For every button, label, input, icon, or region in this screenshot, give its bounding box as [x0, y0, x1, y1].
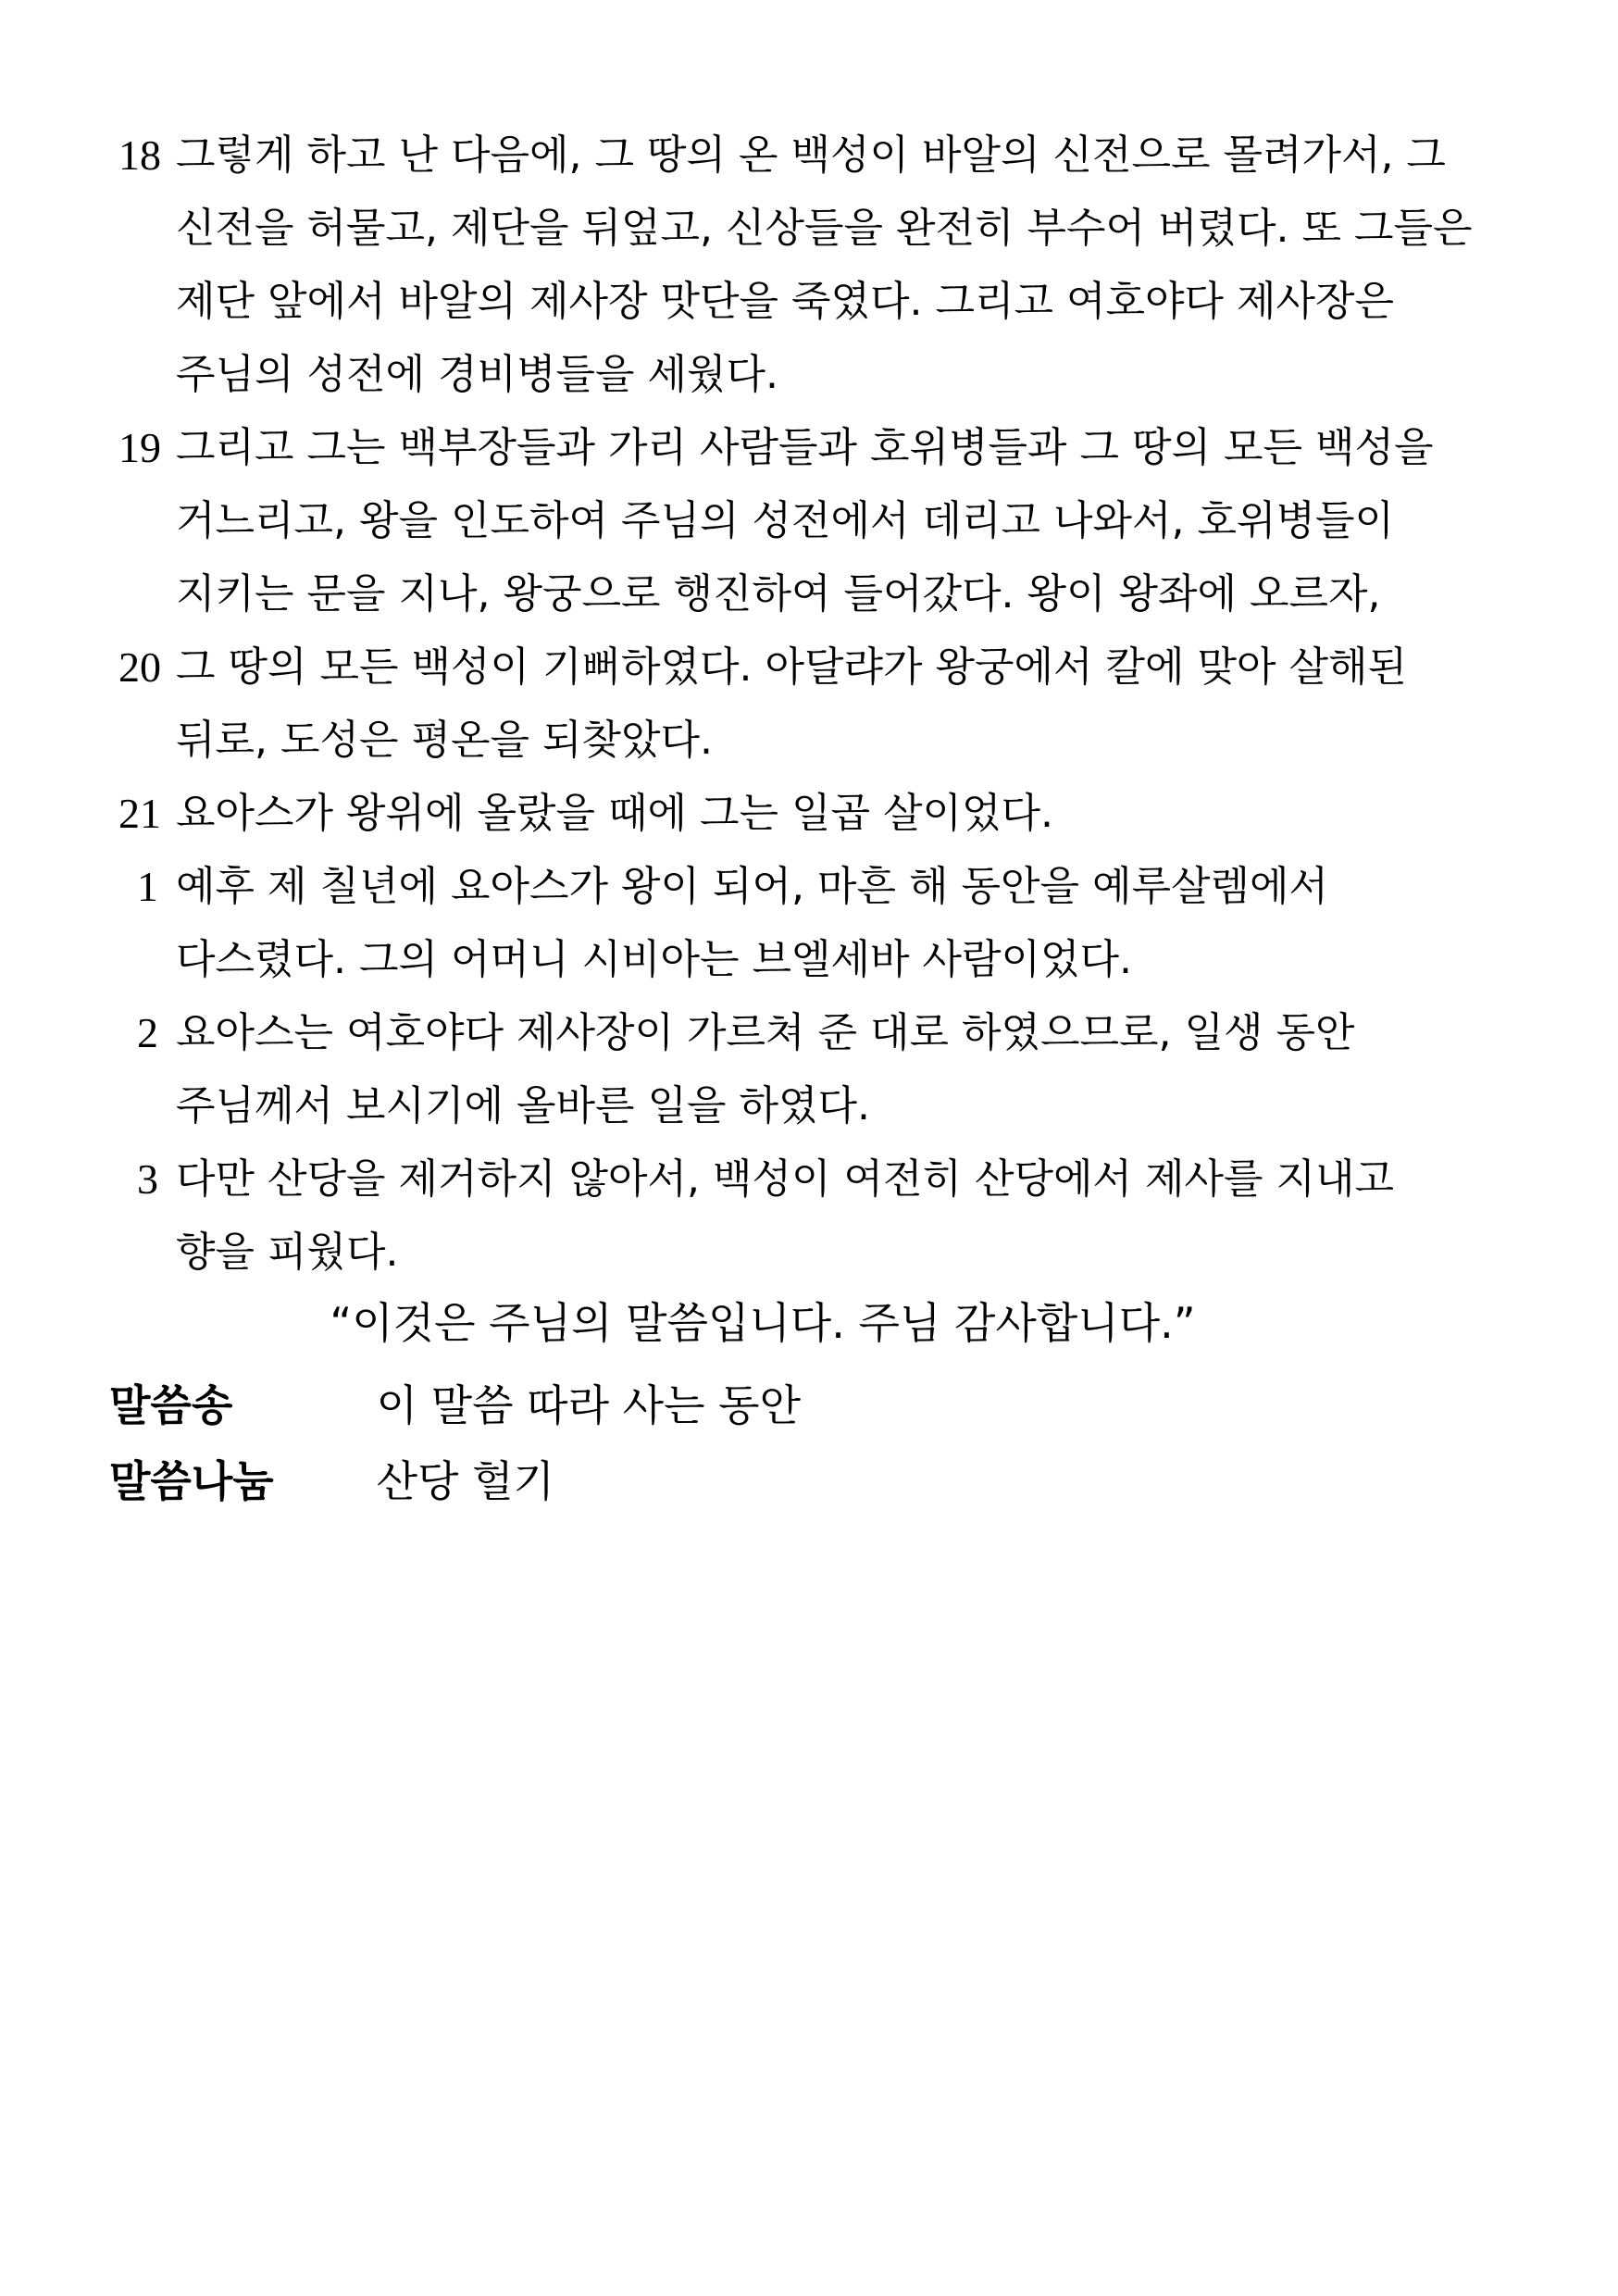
- verse-line: 뒤로, 도성은 평온을 되찾았다.: [176, 717, 713, 764]
- song-label: 말씀송: [109, 1381, 233, 1429]
- verse-number: 1: [137, 863, 158, 910]
- verse-number: 20: [118, 643, 161, 691]
- verse-3: [118, 1142, 1525, 1289]
- verse-line: 예후 제 칠년에 요아스가 왕이 되어, 마흔 해 동안을 예루살렘에서: [176, 863, 1328, 910]
- verse-line: 주님의 성전에 경비병들을 세웠다.: [176, 351, 778, 398]
- verse-line: 지키는 문을 지나, 왕궁으로 행진하여 들어갔다. 왕이 왕좌에 오르자,: [176, 570, 1381, 618]
- verse-line: 요아스는 여호야다 제사장이 가르쳐 준 대로 하였으므로, 일생 동안: [176, 1009, 1355, 1056]
- verse-21: [118, 777, 1525, 850]
- verse-line: 거느리고, 왕을 인도하여 주님의 성전에서 데리고 나와서, 호위병들이: [176, 497, 1394, 544]
- closing-acclamation: “이것은 주님의 말씀입니다. 주님 감사합니다.”: [330, 1298, 1196, 1348]
- verse-line: 향을 피웠다.: [176, 1229, 399, 1276]
- verse-line: 제단 앞에서 바알의 제사장 맛단을 죽였다. 그리고 여호야다 제사장은: [176, 278, 1394, 325]
- verse-number: 19: [118, 424, 161, 471]
- verse-line: 그리고 그는 백부장들과 가리 사람들과 호위병들과 그 땅의 모든 백성을: [176, 424, 1434, 471]
- song-row: [109, 1368, 801, 1442]
- verse-number: 21: [118, 790, 161, 837]
- verse-18: [118, 119, 1525, 411]
- sharing-topic: 산당 헐기: [376, 1456, 554, 1506]
- sharing-row: [109, 1444, 554, 1518]
- verse-line: 신전을 허물고, 제단을 뒤엎고, 신상들을 완전히 부수어 버렸다. 또 그들은: [176, 205, 1473, 252]
- verse-line: 그 땅의 모든 백성이 기뻐하였다. 아달랴가 왕궁에서 칼에 맞아 살해된: [176, 643, 1407, 691]
- verse-line: 요아스가 왕위에 올랐을 때에 그는 일곱 살이었다.: [176, 790, 1053, 837]
- verse-line: 그렇게 하고 난 다음에, 그 땅의 온 백성이 바알의 신전으로 몰려가서, 그: [176, 131, 1446, 179]
- sharing-label: 말씀나눔: [109, 1457, 274, 1505]
- verse-1: [118, 850, 1525, 996]
- song-title: 이 말씀 따라 사는 동안: [376, 1380, 802, 1430]
- scripture-passage: [118, 119, 1525, 1289]
- verse-line: 다스렸다. 그의 어머니 시비아는 브엘세바 사람이었다.: [176, 936, 1132, 983]
- verse-line: 다만 산당을 제거하지 않아서, 백성이 여전히 산당에서 제사를 지내고: [176, 1155, 1394, 1203]
- verse-number: 18: [118, 131, 161, 179]
- verse-2: [118, 996, 1525, 1142]
- verse-line: 주님께서 보시기에 올바른 일을 하였다.: [176, 1082, 870, 1129]
- verse-number: 3: [137, 1155, 158, 1203]
- verse-number: 2: [137, 1009, 158, 1056]
- verse-20: [118, 630, 1525, 777]
- verse-19: [118, 411, 1525, 630]
